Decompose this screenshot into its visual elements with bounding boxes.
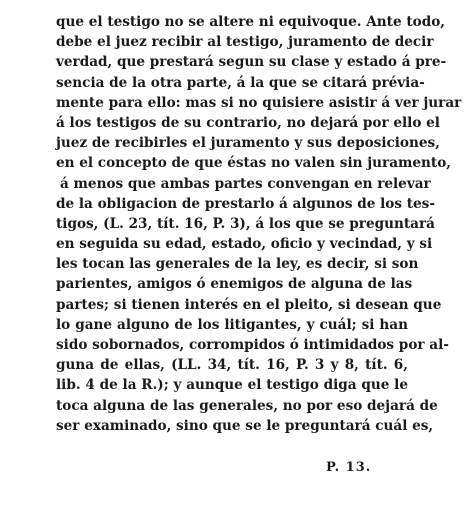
text-line: sencia de la otra parte, á la que se citará prévia- bbox=[56, 74, 425, 91]
text-line: á menos que ambas partes convengan en relevar bbox=[60, 175, 431, 192]
text-line: lib. 4 de la R.); y aunque el testigo diga que le bbox=[56, 377, 408, 394]
text-line: guna de ellas, (LL. 34, tít. 16, P. 3 y 8, tít. 6, bbox=[56, 357, 408, 374]
text-line: ser examinado, sino que se le preguntará cuál es, bbox=[56, 417, 434, 434]
text-line: lo gane alguno de los litigantes, y cuál; si han bbox=[56, 316, 408, 333]
text-line: verdad, que prestará segun su clase y estado á pre- bbox=[56, 54, 447, 71]
body-text bbox=[56, 12, 462, 436]
text-line: en seguida su edad, estado, oficio y vecindad, y si bbox=[56, 236, 433, 253]
text-line: tigos, (L. 23, tít. 16, P. 3), á los que se preguntará bbox=[56, 215, 435, 232]
text-line: mente para ello: mas si no quisiere asistir á ver jurar bbox=[56, 94, 462, 111]
page-signature: P. 13. bbox=[326, 460, 372, 475]
text-line: de la obligacion de prestarlo á algunos de los tes- bbox=[56, 195, 435, 212]
text-line: toca alguna de las generales, no por eso dejará de bbox=[56, 397, 438, 414]
text-line: sido sobornados, corrompidos ó intimidados por al- bbox=[56, 337, 449, 353]
text-line: á los testigos de su contrario, no dejará por ello el bbox=[56, 114, 440, 131]
text-line: juez de recibirles el juramento y sus deposiciones, bbox=[56, 135, 440, 152]
text-line: les tocan las generales de la ley, es decir, si son bbox=[56, 256, 419, 273]
text-line: que el testigo no se altere ni equivoque. Ante todo, bbox=[56, 14, 445, 30]
text-line: en el concepto de que éstas no valen sin juramento, bbox=[56, 155, 451, 172]
text-line: parientes, amigos ó enemigos de alguna de las bbox=[56, 276, 413, 293]
text-line: debe el juez recibir al testigo, juramento de decir bbox=[56, 34, 434, 51]
text-line: partes; si tienen interés en el pleito, si desean que bbox=[56, 296, 442, 313]
